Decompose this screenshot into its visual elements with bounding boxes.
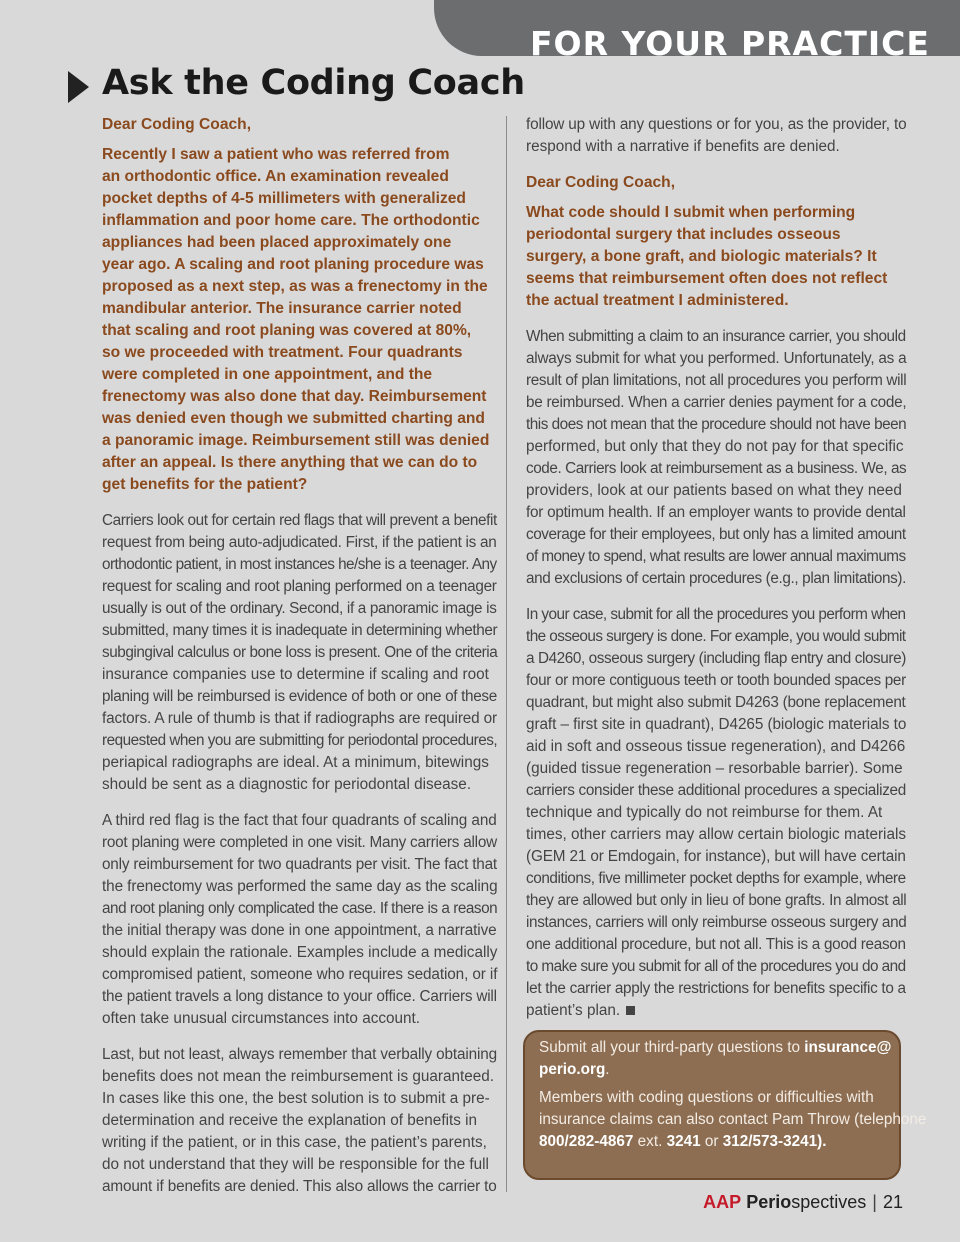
text-line: to make sure you submit for all of the procedures you do and bbox=[526, 958, 906, 975]
answer-paragraph-4 bbox=[526, 326, 906, 590]
text-line: times, other carriers may allow certain biologic materials bbox=[526, 826, 907, 843]
text-line: only reimbursement for two quadrants per visit. The fact that bbox=[102, 856, 497, 873]
text-line: seems that reimbursement often does not reflect bbox=[526, 270, 888, 287]
phone-number[interactable]: 800/282-4867 bbox=[539, 1133, 634, 1150]
text-line: were completed in one appointment, and the bbox=[102, 366, 433, 383]
right-column bbox=[526, 114, 906, 1022]
text-line: and root planing only complicated the case. If there is a reason bbox=[102, 900, 498, 917]
text-line: code. Carriers look at reimbursement as a business. We, as bbox=[526, 460, 907, 477]
callout-text: Submit all your third-party questions to bbox=[539, 1039, 805, 1056]
answer-paragraph-5 bbox=[526, 604, 906, 1022]
text-line: patient’s plan. bbox=[526, 1000, 906, 1022]
text-line: instances, carriers will only reimburse osseous surgery and bbox=[526, 914, 907, 931]
callout-text: ext. bbox=[633, 1133, 667, 1150]
answer-paragraph-3 bbox=[102, 1044, 497, 1198]
question-salutation: Dear Coding Coach, bbox=[526, 174, 676, 191]
text-line: so we proceeded with treatment. Four quadrants bbox=[102, 344, 463, 361]
text-line: that scaling and root planing was covered at 80%, bbox=[102, 322, 472, 339]
left-column bbox=[102, 114, 497, 1198]
contact-callout bbox=[523, 1030, 927, 1180]
text-line: after an appeal. Is there anything that we can do to bbox=[102, 454, 478, 471]
text-line: carriers consider these additional procedures a specialized bbox=[526, 782, 906, 799]
text-line: a panoramic image. Reimbursement still was denied bbox=[102, 432, 490, 449]
text-line: submitted, many times it is inadequate in determining whether bbox=[102, 622, 498, 639]
callout-text: insurance claims can also contact Pam Throw (telephone bbox=[539, 1111, 927, 1128]
brand-perio: Perio bbox=[746, 1192, 792, 1212]
question-1 bbox=[102, 144, 497, 496]
text-line: they are allowed but only in lieu of bone grafts. In almost all bbox=[526, 892, 907, 909]
text-line: graft – first site in quadrant), D4265 (biologic materials to bbox=[526, 716, 907, 733]
callout-text: Members with coding questions or difficulties with bbox=[539, 1089, 874, 1106]
text-line: one additional procedure, but not all. This is a good reason bbox=[526, 936, 906, 953]
text-line: the osseous surgery is done. For example, you would submit bbox=[526, 628, 906, 645]
text-line: technique and typically do not reimburse for them. At bbox=[526, 804, 883, 821]
text-line: do not understand that they will be responsible for the full bbox=[102, 1156, 489, 1173]
text-line: mandibular anterior. The insurance carrier noted bbox=[102, 300, 462, 317]
text-line: a D4260, osseous surgery (including flap entry and closure) bbox=[526, 650, 906, 667]
text-line: frenectomy was also done that day. Reimbursement bbox=[102, 388, 487, 405]
text-line: four or more contiguous teeth or tooth bounded spaces per bbox=[526, 672, 906, 689]
text-line: year ago. A scaling and root planing procedure was bbox=[102, 256, 484, 273]
question-salutation: Dear Coding Coach, bbox=[102, 116, 252, 133]
text-line: writing if the patient, or in this case, the patient’s parents, bbox=[102, 1134, 487, 1151]
continued-paragraph bbox=[526, 114, 906, 158]
text-line: (guided tissue regeneration – resorbable barrier). Some bbox=[526, 760, 903, 777]
question-2 bbox=[526, 202, 906, 312]
brand-spectives: spectives bbox=[791, 1192, 867, 1212]
text-line: orthodontic patient, in most instances he/she is a teenager. Any bbox=[102, 556, 497, 573]
text-line: benefits does not mean the reimbursement is guaranteed. bbox=[102, 1068, 495, 1085]
text-line: providers, look at our patients based on what they need bbox=[526, 482, 902, 499]
text-line: (GEM 21 or Emdogain, for instance), but will have certain bbox=[526, 848, 906, 865]
text-line: for optimum health. If an employer wants to provide dental bbox=[526, 504, 906, 521]
text-line: pocket depths of 4-5 millimeters with generalized bbox=[102, 190, 466, 207]
text-line: subgingival calculus or bone loss is present. One of the criteria bbox=[102, 644, 498, 661]
column-divider bbox=[506, 116, 507, 1192]
text-line: determination and receive the explanation of benefits in bbox=[102, 1112, 478, 1129]
text-line: respond with a narrative if benefits are denied. bbox=[526, 138, 840, 155]
text-line: When submitting a claim to an insurance carrier, you should bbox=[526, 328, 906, 345]
phone-number[interactable]: 312/573-3241). bbox=[722, 1133, 827, 1150]
text-line: an orthodontic office. An examination revealed bbox=[102, 168, 449, 185]
text-line: should be sent as a diagnostic for periodontal disease. bbox=[102, 776, 472, 793]
text-line: get benefits for the patient? bbox=[102, 476, 308, 493]
play-arrow-icon bbox=[68, 71, 89, 103]
text-line: was denied even though we submitted charting and bbox=[102, 410, 485, 427]
text-line: planing will be reimbursed is evidence of both or one of these bbox=[102, 688, 497, 705]
text-line: factors. A rule of thumb is that if radiographs are required or bbox=[102, 710, 498, 727]
text-line: request for scaling and root planing performed on a teenager bbox=[102, 578, 497, 595]
answer-paragraph-2 bbox=[102, 810, 497, 1030]
text-line: insurance companies use to determine if scaling and root bbox=[102, 666, 489, 683]
text-line: the frenectomy was performed the same day as the scaling bbox=[102, 878, 498, 895]
text-line: usually is out of the ordinary. Second, if a panoramic image is bbox=[102, 600, 497, 617]
text-line: In your case, submit for all the procedures you perform when bbox=[526, 606, 906, 623]
text-line: appliances had been placed approximately one bbox=[102, 234, 452, 251]
callout-text: or bbox=[700, 1133, 723, 1150]
text-line: Last, but not least, always remember that verbally obtaining bbox=[102, 1046, 498, 1063]
text-line: request from being auto-adjudicated. First, if the patient is an bbox=[102, 534, 497, 551]
text-line: quadrant, but might also submit D4263 (bone replacement bbox=[526, 694, 906, 711]
text-line: requested when you are submitting for periodontal procedures, bbox=[102, 732, 498, 749]
text-line: performed, but only that they do not pay for that specific bbox=[526, 438, 904, 455]
text-line: Recently I saw a patient who was referred from bbox=[102, 146, 450, 163]
text-line: amount if benefits are denied. This also allows the carrier to bbox=[102, 1178, 497, 1195]
text-line: result of plan limitations, not all procedures you perform will bbox=[526, 372, 907, 389]
text-line: this does not mean that the procedure should not have been bbox=[526, 416, 907, 433]
text-line: compromised patient, someone who requires sedation, or if bbox=[102, 966, 498, 983]
callout-text: . bbox=[605, 1061, 610, 1078]
text-line: proposed as a next step, as was a frenectomy in the bbox=[102, 278, 488, 295]
text-line: the actual treatment I administered. bbox=[526, 292, 789, 309]
text-line: let the carrier apply the restrictions for benefits specific to a bbox=[526, 980, 906, 997]
email-link[interactable]: perio.org bbox=[539, 1061, 606, 1078]
brand-aap: AAP bbox=[703, 1192, 742, 1212]
text-line: the initial therapy was done in one appointment, a narrative bbox=[102, 922, 497, 939]
text-line: be reimbursed. When a carrier denies payment for a code, bbox=[526, 394, 907, 411]
footer-divider: | bbox=[872, 1192, 877, 1212]
text-line: and exclusions of certain procedures (e.g., plan limitations). bbox=[526, 570, 907, 587]
text-line: inflammation and poor home care. The orthodontic bbox=[102, 212, 480, 229]
text-line: of money to spend, what results are lower annual maximums bbox=[526, 548, 906, 565]
text-line: always submit for what you performed. Unfortunately, as a bbox=[526, 350, 907, 367]
text-line: aid in soft and osseous tissue regeneration), and D4266 bbox=[526, 738, 906, 755]
text-line: follow up with any questions or for you, as the provider, to bbox=[526, 116, 907, 133]
end-mark-icon bbox=[626, 1006, 635, 1015]
text-line: periodontal surgery that includes osseous bbox=[526, 226, 841, 243]
page-number: 21 bbox=[882, 1192, 903, 1212]
section-label: FOR YOUR PRACTICE bbox=[530, 24, 930, 60]
text-line: surgery, a bone graft, and biologic materials? It bbox=[526, 248, 877, 265]
text-line: coverage for their employees, but only has a limited amount bbox=[526, 526, 906, 543]
email-link[interactable]: insurance@ bbox=[804, 1039, 892, 1056]
text-line: conditions, five millimeter pocket depths for example, where bbox=[526, 870, 906, 887]
answer-paragraph-1 bbox=[102, 510, 497, 796]
text-line: often take unusual circumstances into account. bbox=[102, 1010, 421, 1027]
text-line: Carriers look out for certain red flags that will prevent a benefit bbox=[102, 512, 497, 529]
text-line: In cases like this one, the best solution is to submit a pre- bbox=[102, 1090, 490, 1107]
text-line: A third red flag is the fact that four quadrants of scaling and bbox=[102, 812, 497, 829]
phone-extension: 3241 bbox=[666, 1133, 701, 1150]
text-line: root planing were completed in one visit. Many carriers allow bbox=[102, 834, 497, 851]
text-line: the patient travels a long distance to your office. Carriers will bbox=[102, 988, 497, 1005]
article-title: Ask the Coding Coach bbox=[102, 63, 525, 103]
text-line: What code should I submit when performing bbox=[526, 204, 856, 221]
text-line: should explain the rationale. Examples include a medically bbox=[102, 944, 498, 961]
text-line: periapical radiographs are ideal. At a minimum, bitewings bbox=[102, 754, 489, 771]
page-footer bbox=[703, 1192, 903, 1213]
